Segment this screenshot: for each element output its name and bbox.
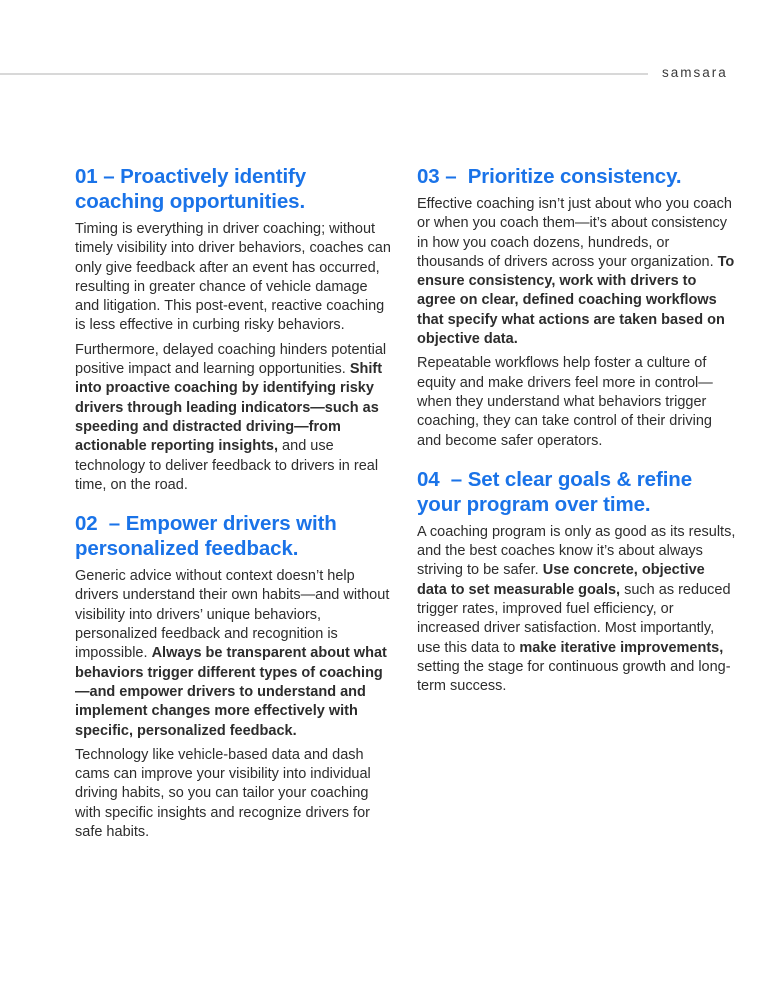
- text-run: Timing is everything in driver coaching; without timely visibility into driver behaviors, coaches can only give feedback after an event has occurred, resulting in greater chance of vehicle damage and litigation. This post-event, reactive coaching is less effective in curbing risky behaviors.: [75, 221, 391, 334]
- left-column: [75, 164, 393, 847]
- text-run: Technology like vehicle-based data and dash cams can improve your visibility into individual driving habits, so you can tailor your coaching with specific insights and recognize drivers for safe habits.: [75, 746, 371, 841]
- section-heading-02: 02 – Empower drivers with personalized feedback.: [75, 512, 343, 561]
- bold-text-run: Always be transparent about what behaviors trigger different types of coaching—and empower drivers to understand and implement changes more effectively with specific, personalized feedback.: [75, 645, 387, 739]
- text-run: Generic advice without context doesn’t help drivers understand their own habits—and without visibility into drivers’ unique behaviors, personalized feedback and recognition is impossible.: [75, 568, 390, 662]
- section-heading-01: 01 – Proactively identify coaching opportunities.: [75, 165, 312, 213]
- text-run: Repeatable workflows help foster a culture of equity and make drivers feel more in control—when they understand what behaviors trigger coaching, they can take control of their driving and become safer operators.: [417, 355, 713, 449]
- right-column: [417, 164, 738, 702]
- section-02: [75, 511, 393, 842]
- paragraph: [417, 195, 738, 349]
- text-run: setting the stage for continuous growth and long-term success.: [417, 658, 731, 695]
- paragraph: [417, 354, 738, 450]
- paragraph: [417, 523, 738, 697]
- text-run: A coaching program is only as good as its results, and the best coaches know it’s about always striving to be safer.: [417, 523, 736, 579]
- bold-text-run: Shift into proactive coaching by identifying risky drivers through leading indicators—such as speeding and distracted driving—from actionable reporting insights,: [75, 361, 383, 455]
- bold-text-run: Use concrete, objective data to set measurable goals,: [417, 562, 705, 598]
- paragraph: [75, 220, 393, 336]
- section-04: [417, 467, 738, 697]
- bold-text-run: To ensure consistency, work with drivers to agree on clear, defined coaching workflows that specify what actions are taken based on objective data.: [417, 253, 735, 348]
- samsara-wordmark: samsara: [662, 65, 728, 80]
- header-rule: [0, 73, 648, 75]
- section-heading-03: 03 – Prioritize consistency.: [417, 165, 682, 188]
- bold-text-run: make iterative improvements,: [519, 639, 724, 656]
- section-heading-04: 04 – Set clear goals & refine your program over time.: [417, 467, 698, 516]
- paragraph: [75, 746, 393, 842]
- text-run: and use technology to deliver feedback to drivers in real time, on the road.: [75, 438, 379, 493]
- section-01: [75, 164, 393, 495]
- text-run: such as reduced trigger rates, improved fuel efficiency, or increased driver satisfaction. Most importantly, use this data to: [417, 581, 731, 656]
- text-run: Effective coaching isn’t just about who you coach or when you coach them—it’s about consistency in how you coach dozens, hundreds, or thousands of drivers across your organization.: [417, 196, 732, 270]
- text-run: Furthermore, delayed coaching hinders potential positive impact and learning opportunities.: [75, 341, 387, 378]
- section-03: [417, 164, 738, 451]
- paragraph: [75, 567, 393, 741]
- paragraph: [75, 341, 393, 495]
